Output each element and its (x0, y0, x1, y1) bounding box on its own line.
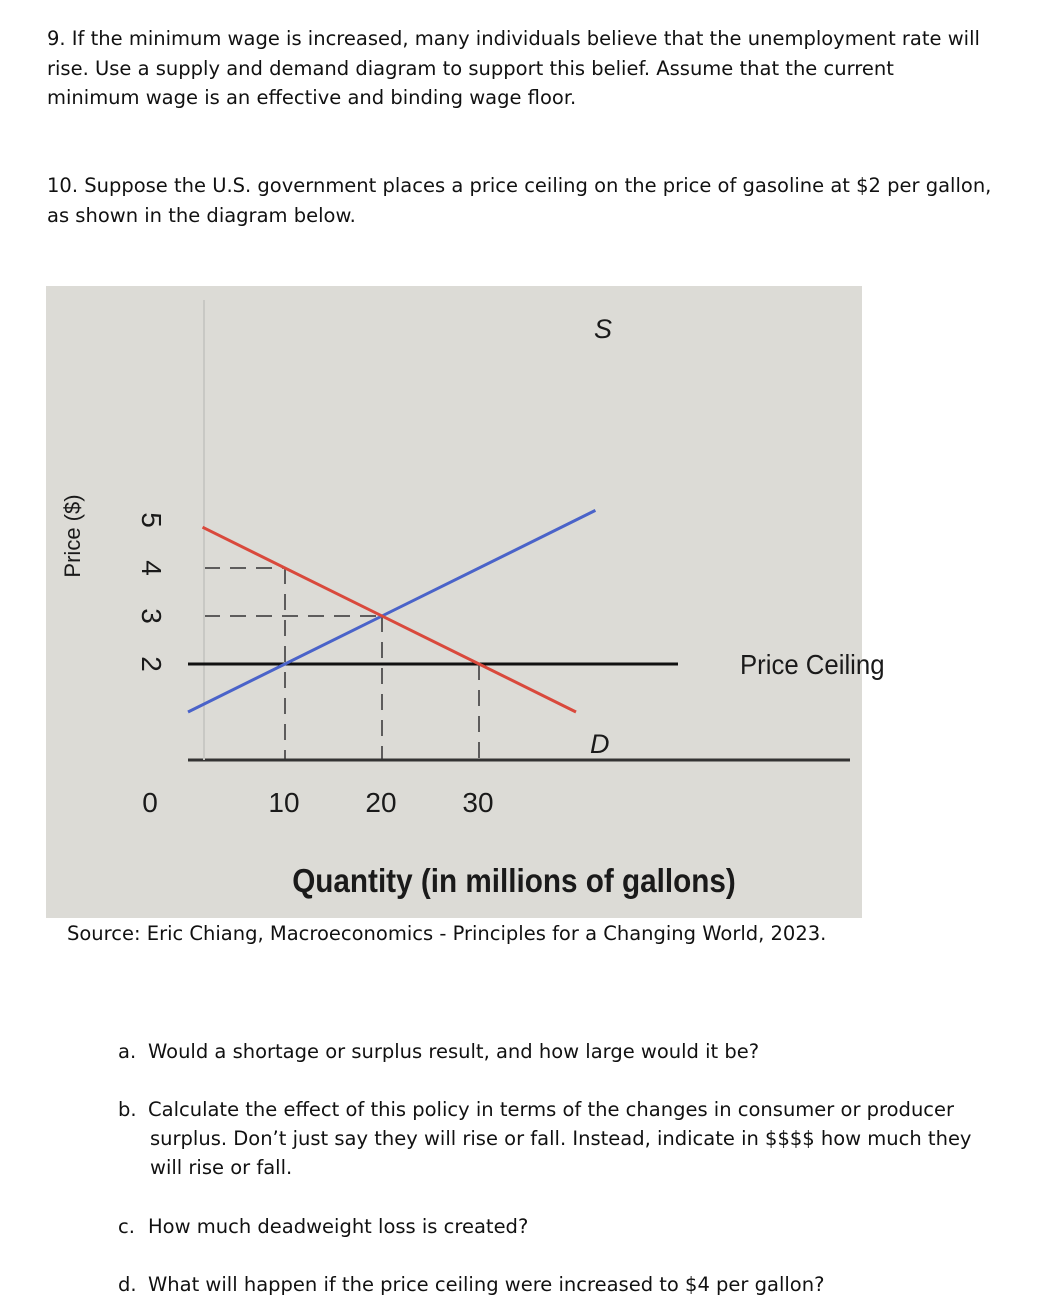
question-10b-line-2: surplus. Don’t just say they will rise or fall. Instead, indicate in $$$$ how much they (150, 1127, 972, 1150)
question-10c (118, 1212, 998, 1241)
demand-curve-label: D (590, 729, 610, 759)
question-10c-text: How much deadweight loss is created? (148, 1215, 529, 1238)
question-9-line-3: minimum wage is an effective and binding wage floor. (47, 86, 577, 109)
supply-curve-label: S (594, 314, 613, 344)
question-10a-text: Would a shortage or surplus result, and how large would it be? (148, 1040, 760, 1063)
x-tick-label: 0 (142, 787, 158, 818)
x-tick-label: 10 (268, 787, 300, 818)
question-10a (118, 1037, 998, 1066)
question-9-line-1: 9. If the minimum wage is increased, many individuals believe that the unemployment rate will (47, 27, 980, 50)
y-tick-label: 3 (136, 608, 167, 624)
question-10b (118, 1095, 998, 1182)
x-tick-label: 20 (365, 787, 397, 818)
question-9 (47, 24, 997, 113)
question-10a-label: a. (118, 1040, 137, 1063)
question-10d-label: d. (118, 1273, 137, 1296)
question-10-line-2: as shown in the diagram below. (47, 203, 356, 227)
figure-source: Source: Eric Chiang, Macroeconomics - Principles for a Changing World, 2023. (67, 922, 827, 945)
x-axis-label: Quantity (in millions of gallons) (292, 862, 736, 900)
question-10 (47, 171, 997, 230)
y-axis-label: Price ($) (60, 494, 85, 578)
curves (188, 314, 612, 759)
question-10b-line-3: will rise or fall. (150, 1156, 293, 1179)
x-tick-label: 30 (462, 787, 494, 818)
supply-curve (188, 510, 595, 712)
y-tick-label: 5 (136, 512, 167, 528)
price-ceiling-figure (46, 286, 885, 918)
demand-curve (203, 527, 576, 712)
question-10-line-1: 10. Suppose the U.S. government places a price ceiling on the price of gasoline at $2 per gallon, (47, 174, 992, 197)
question-10b-line-1: Calculate the effect of this policy in terms of the changes in consumer or producer (148, 1098, 955, 1121)
question-10d-text: What will happen if the price ceiling were increased to $4 per gallon? (148, 1273, 825, 1296)
question-10d (118, 1270, 998, 1299)
price-ceiling-label: Price Ceiling (739, 649, 885, 681)
question-10b-label: b. (118, 1098, 137, 1121)
question-10c-label: c. (118, 1215, 135, 1238)
y-tick-label: 2 (136, 656, 167, 672)
y-tick-label: 4 (136, 560, 167, 576)
supply-demand-chart (46, 286, 885, 918)
question-9-line-2: rise. Use a supply and demand diagram to support this belief. Assume that the current (47, 56, 894, 80)
